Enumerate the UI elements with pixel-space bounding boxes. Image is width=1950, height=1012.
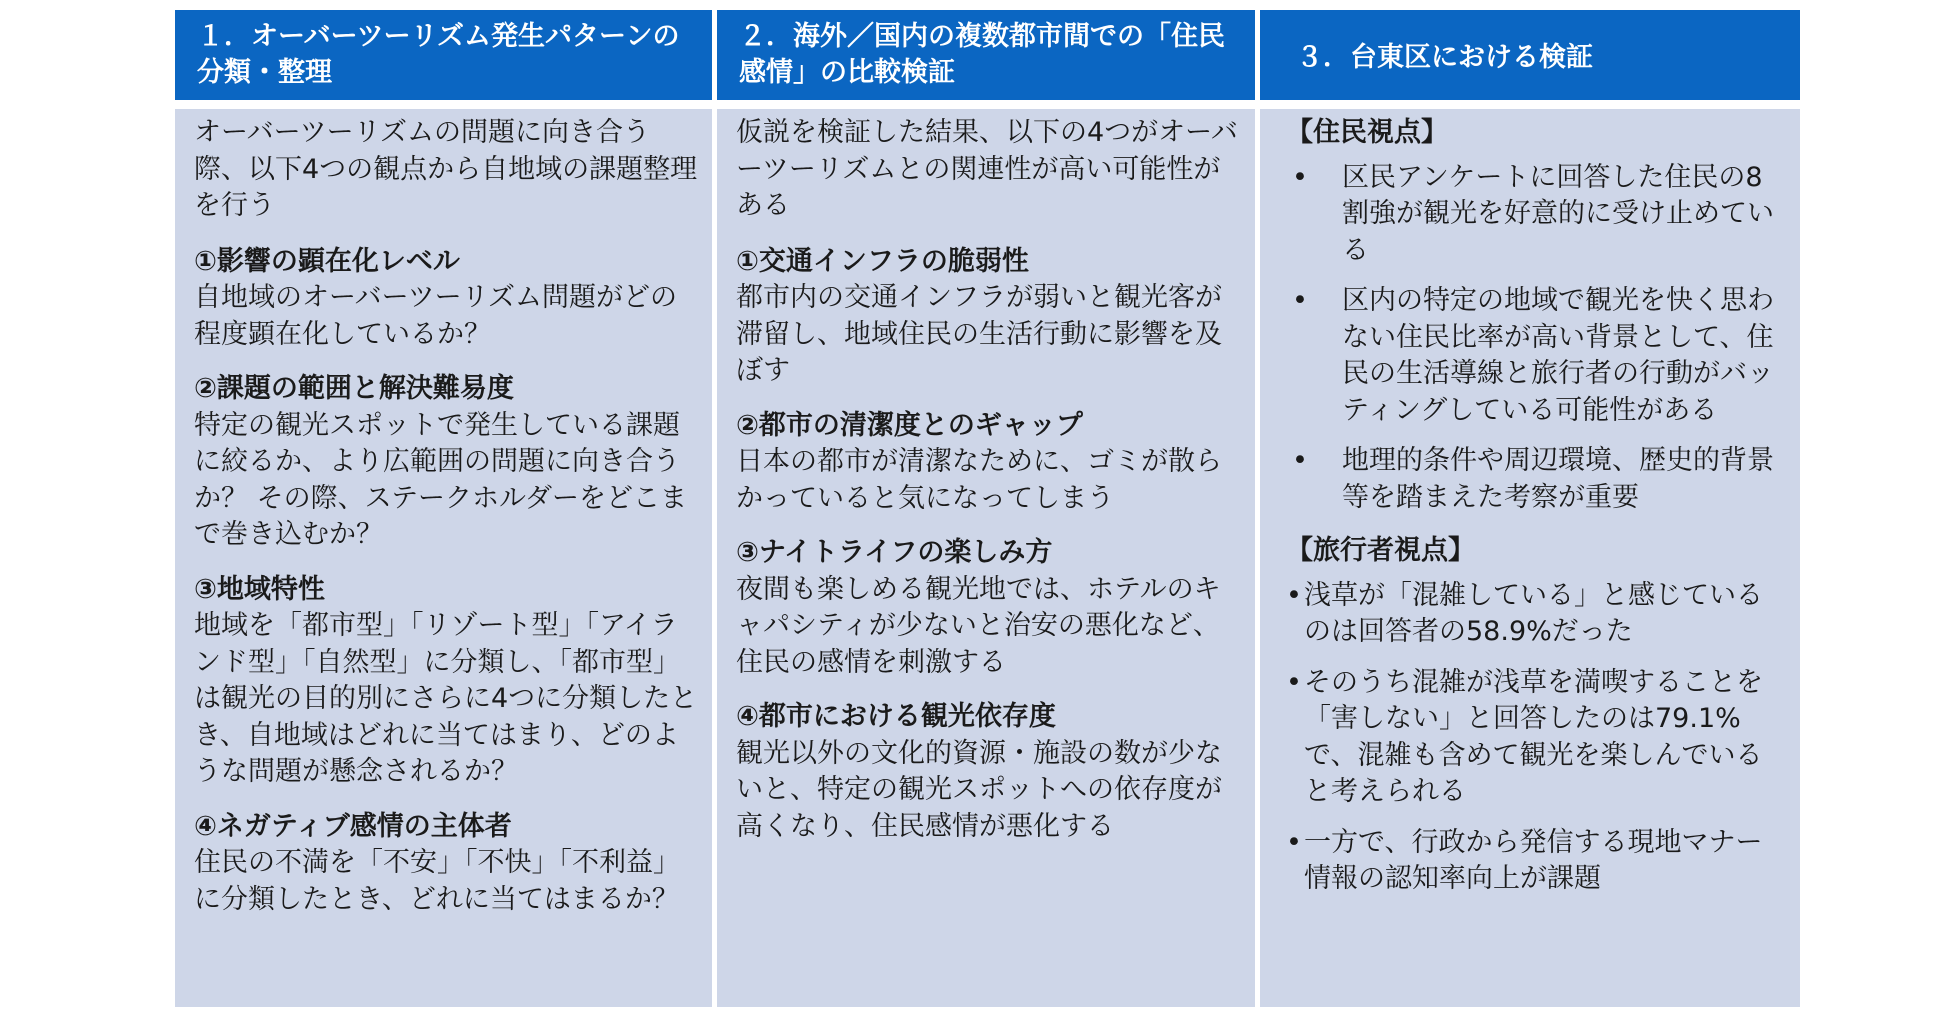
section-body: 日本の都市が清潔なために、ゴミが散らかっていると気になってしまう (736, 446, 1222, 514)
column-2-body (717, 109, 1255, 1007)
list-item-text: 区内の特定の地域で観光を快く思わない住民比率が高い背景として、住民の生活導線と旅行者の行動がバッティングしている可能性がある (1342, 285, 1774, 426)
section-heading: ①交通インフラの脆弱性 (736, 245, 1029, 277)
section-heading: ④ネガティブ感情の主体者 (194, 810, 512, 842)
list-item-text: 一方で、行政から発信する現地マナー情報の認知率向上が課題 (1304, 826, 1763, 894)
section-heading: ③ナイトライフの楽しみ方 (736, 537, 1053, 568)
resident-perspective-heading: 【住民視点】 (1286, 117, 1448, 148)
column-header-2-label: ２．海外／国内の複数都市間での「住民感情」の比較検証 (739, 21, 1225, 88)
traveler-perspective-heading: 【旅行者視点】 (1286, 535, 1475, 566)
column-3-body (1260, 109, 1800, 1007)
section-body: 自地域のオーバーツーリズム問題がどの程度顕在化しているか？ (194, 282, 678, 350)
traveler-perspective-list (1286, 578, 1786, 898)
section-body: 都市内の交通インフラが弱いと観光客が滞留し、地域住民の生活行動に影響を及ぼす (736, 282, 1222, 386)
list-item (1286, 665, 1786, 811)
list-item (1286, 578, 1786, 651)
column-2-intro: 仮説を検証した結果、以下の4つがオーバーツーリズムとの関連性が高い可能性がある (736, 117, 1238, 221)
column-1-intro: オーバーツーリズムの問題に向き合う際、以下4つの観点から自地域の課題整理を行う (194, 117, 698, 221)
bullet-icon: • (1292, 285, 1308, 316)
section-body: 住民の不満を「不安」「不快」「不利益」に分類したとき、どれに当てはまるか？ (194, 847, 680, 915)
column-1-section (194, 244, 698, 354)
bullet-icon: • (1292, 445, 1308, 476)
list-item (1286, 283, 1786, 429)
list-item-text: 浅草が「混雑している」と感じているのは回答者の58.9%だった (1304, 579, 1763, 647)
column-1-body (175, 109, 712, 1007)
section-heading: ③地域特性 (194, 573, 325, 605)
column-2-section (736, 699, 1241, 845)
bullet-icon: • (1286, 826, 1302, 858)
column-1-section (194, 371, 698, 554)
column-header-2 (717, 10, 1255, 100)
section-heading: ②都市の清潔度とのギャップ (736, 409, 1083, 441)
column-1-section (194, 809, 698, 919)
column-2-section (736, 535, 1241, 681)
section-body: 夜間も楽しめる観光地では、ホテルのキャパシティが少ないと治安の悪化など、住民の感情を刺激する (736, 573, 1221, 678)
column-2-section (736, 244, 1241, 390)
bullet-icon: • (1292, 161, 1308, 193)
section-heading: ②課題の範囲と解決難易度 (194, 373, 514, 404)
list-item (1286, 160, 1786, 270)
column-header-3-label: ３．台東区における検証 (1296, 42, 1593, 73)
column-1-section (194, 572, 698, 791)
bullet-icon: • (1286, 579, 1302, 611)
list-item (1286, 443, 1786, 516)
column-header-1 (175, 10, 712, 100)
resident-perspective-list (1286, 160, 1786, 517)
column-header-3 (1260, 10, 1800, 100)
column-2-section (736, 408, 1241, 518)
list-item (1286, 825, 1786, 898)
bullet-icon: • (1286, 666, 1302, 698)
section-heading: ①影響の顕在化レベル (194, 245, 460, 277)
list-item-text: 地理的条件や周辺環境、歴史的背景等を踏まえた考察が重要 (1342, 445, 1774, 513)
comparison-table (175, 10, 1800, 1007)
section-body: 地域を「都市型」「リゾート型」「アイランド型」「自然型」に分類し、「都市型」は観光の目的別にさらに4つに分類したとき、自地域はどれに当てはまり、どのような問題が懸念されるか？ (194, 610, 698, 787)
list-item-text: そのうち混雑が浅草を満喫することを「害しない」と回答したのは79.1%で、混雑も含めて観光を楽しんでいると考えられる (1304, 666, 1763, 807)
section-heading: ④都市における観光依存度 (736, 701, 1056, 732)
list-item-text: 区民アンケートに回答した住民の8割強が観光を好意的に受け止めている (1342, 161, 1774, 266)
section-body: 特定の観光スポットで発生している課題に絞るか、より広範囲の問題に向き合うか？ その際、ステークホルダーをどこまで巻き込むか？ (194, 409, 687, 550)
column-header-1-label: １．オーバーツーリズム発生パターンの分類・整理 (197, 21, 680, 88)
section-body: 観光以外の文化的資源・施設の数が少ないと、特定の観光スポットへの依存度が高くなり、住民感情が悪化する (736, 737, 1222, 842)
